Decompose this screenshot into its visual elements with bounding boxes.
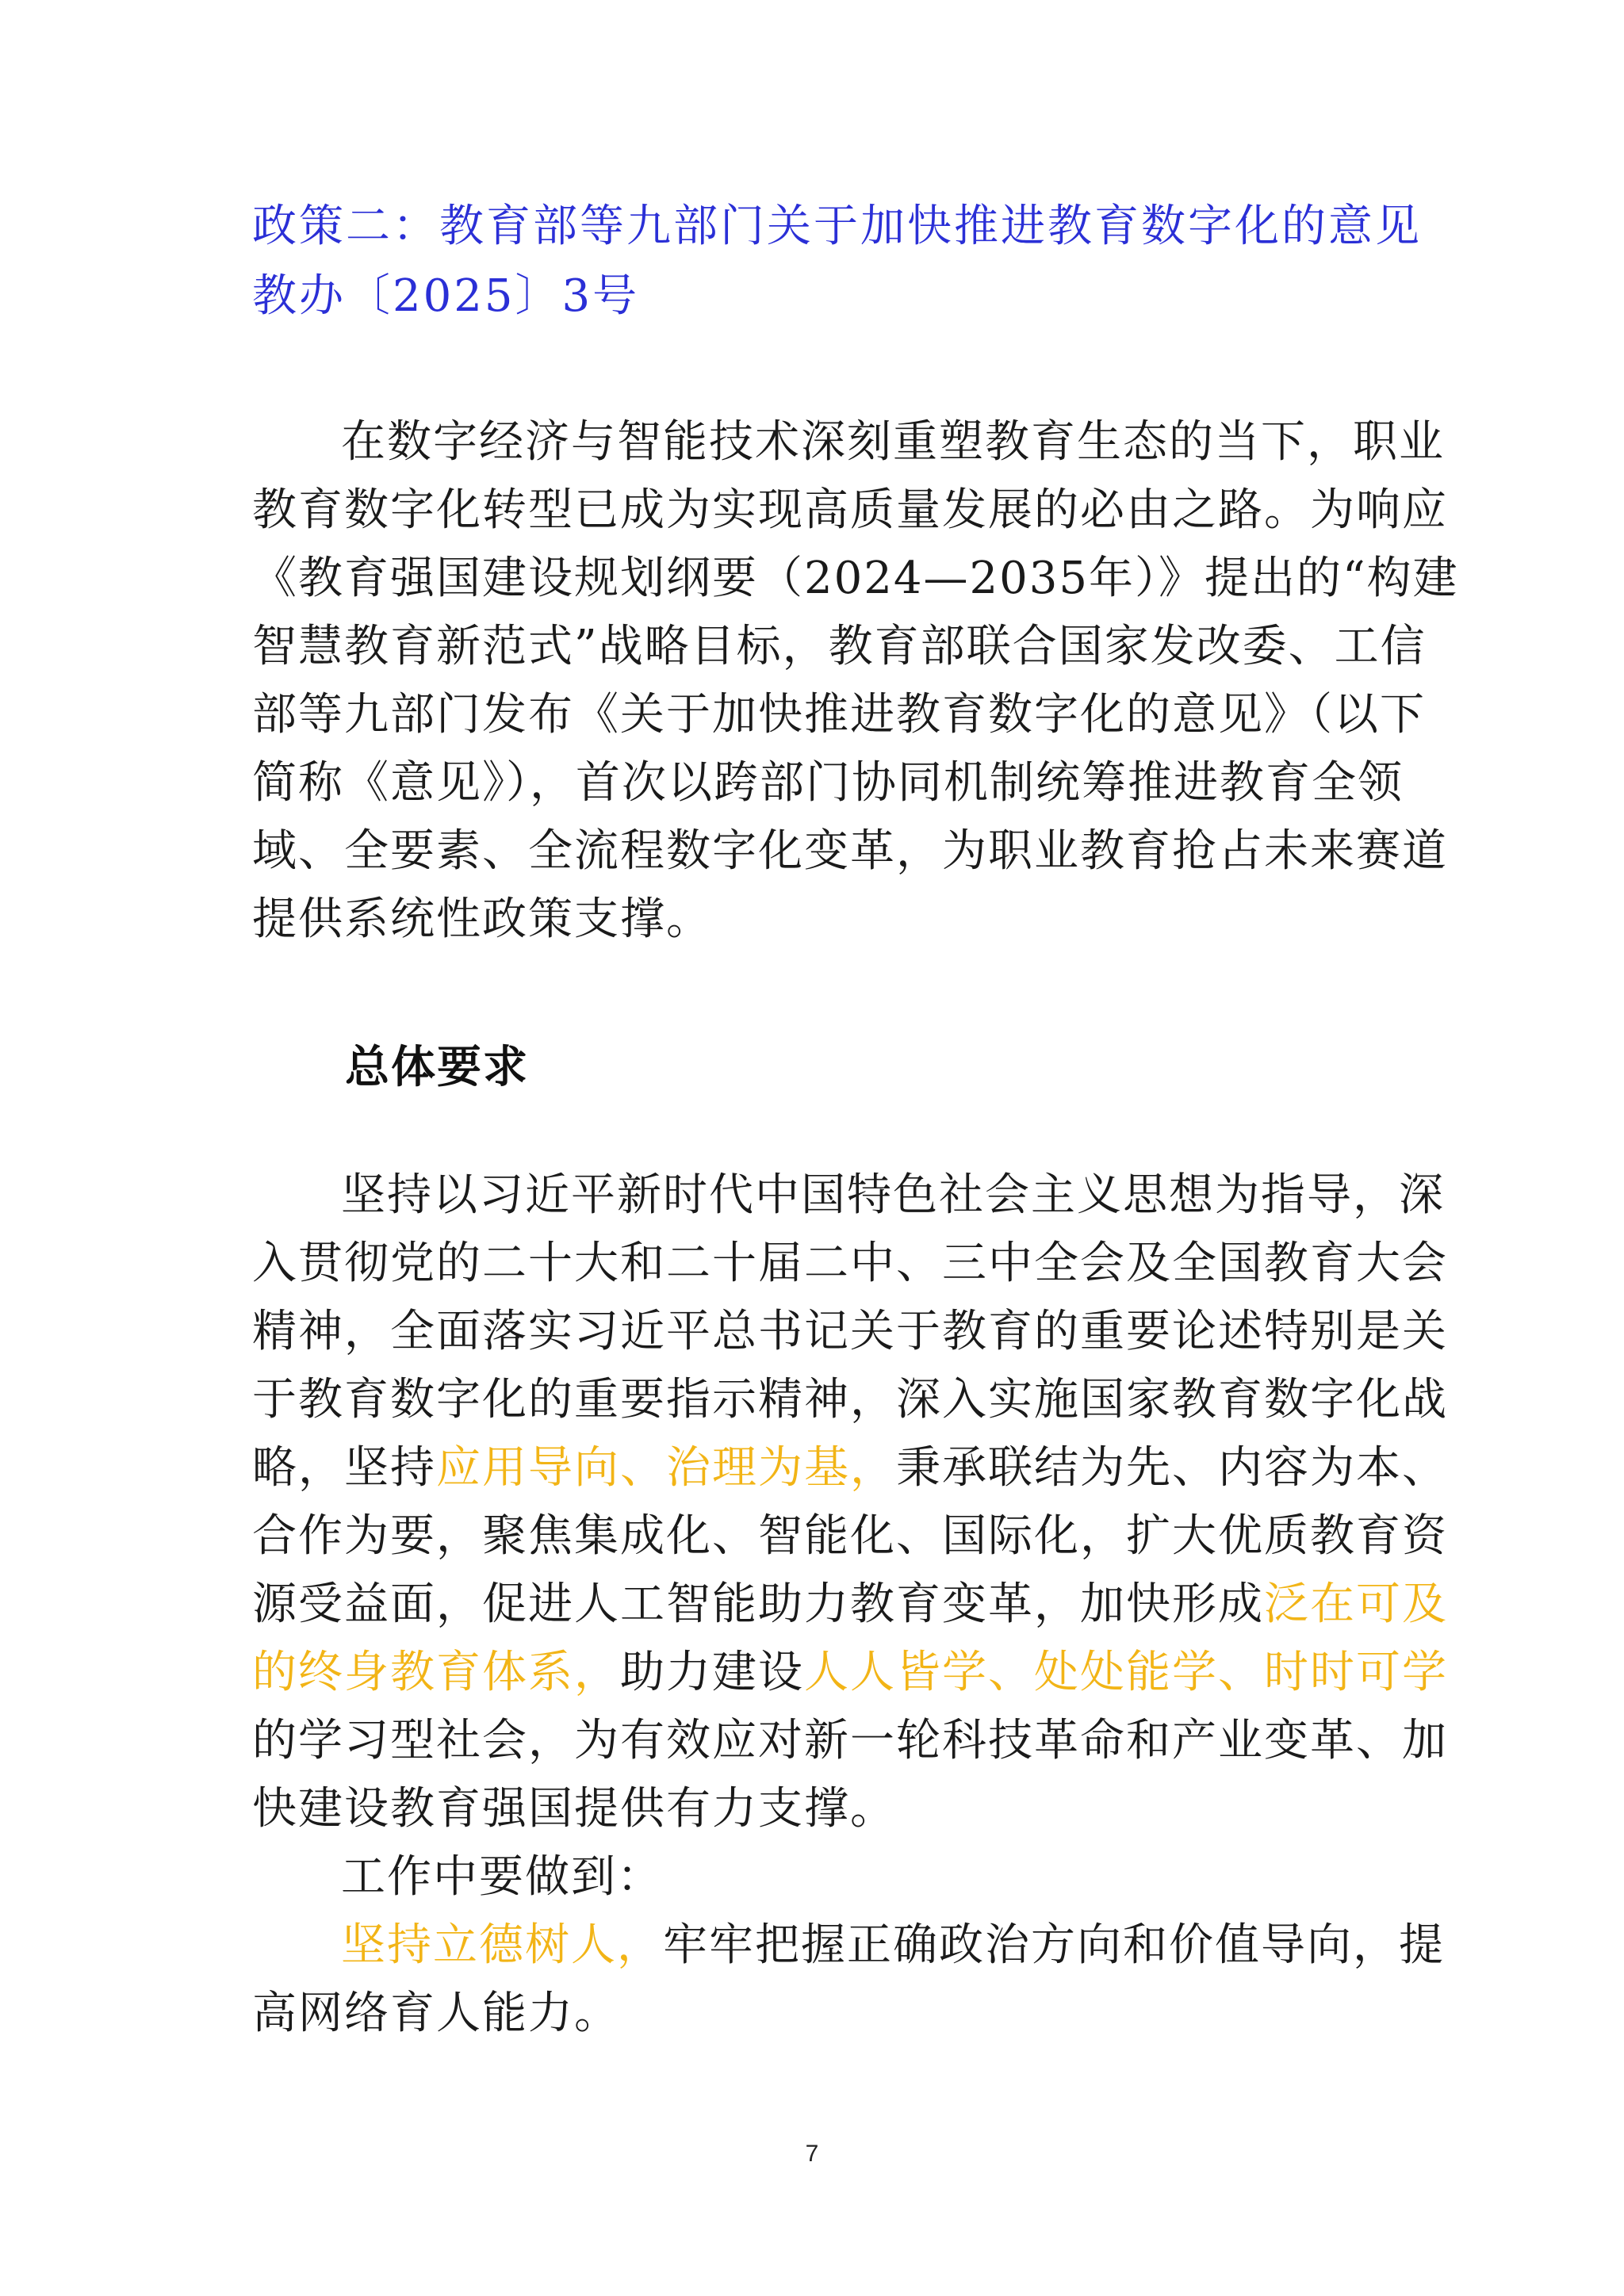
text-run: 助力建设	[620, 1647, 804, 1698]
page-number: 7	[805, 2141, 819, 2167]
text-line: 合作为要，聚焦集成化、智能化、国际化，扩大优质教育资	[252, 1510, 1448, 1562]
principle-line	[252, 1919, 1445, 1992]
policy-title-line-2: 教办〔2025〕3号	[252, 270, 640, 322]
text-line: 部等九部门发布《关于加快推进教育数字化的意见》（以下	[252, 689, 1426, 740]
text-line: 坚持以习近平新时代中国特色社会主义思想为指导，深	[341, 1169, 1445, 1221]
highlight-text: 的终身教育体系，	[252, 1647, 620, 1698]
text-line	[252, 1578, 1448, 1651]
text-run: 源受益面，促进人工智能助力教育变革，加快形成	[252, 1578, 1264, 1630]
text-line	[252, 1647, 1448, 1719]
text-line: 域、全要素、全流程数字化变革，为职业教育抢占未来赛道	[252, 825, 1448, 877]
highlight-text: 应用导向、治理为基，	[436, 1442, 896, 1494]
highlight-text: 泛在可及	[1264, 1578, 1448, 1630]
requirements-paragraph	[252, 1169, 1448, 2060]
text-line: 快建设教育强国提供有力支撑。	[252, 1783, 896, 1835]
intro-paragraph	[252, 416, 1459, 966]
text-line: 入贯彻党的二十大和二十届二中、三中全会及全国教育大会	[252, 1238, 1448, 1289]
policy-title	[252, 201, 1422, 344]
text-line: 于教育数字化的重要指示精神，深入实施国家教育数字化战	[252, 1374, 1448, 1425]
text-run: 略，坚持	[252, 1442, 436, 1494]
section-heading: 总体要求	[345, 1042, 529, 1093]
text-line	[252, 1442, 1448, 1514]
text-line: 《教育强国建设规划纲要（2024—2035年）》提出的“构建	[252, 553, 1459, 604]
text-line: 精神，全面落实习近平总书记关于教育的重要论述特别是关	[252, 1306, 1448, 1357]
text-line: 智慧教育新范式”战略目标，教育部联合国家发改委、工信	[252, 621, 1427, 672]
text-line: 在数字经济与智能技术深刻重塑教育生态的当下，职业	[341, 416, 1445, 468]
policy-title-line-1: 政策二：教育部等九部门关于加快推进教育数字化的意见	[252, 201, 1422, 252]
text-line: 的学习型社会，为有效应对新一轮科技革命和产业变革、加	[252, 1715, 1448, 1766]
text-line: 教育数字化转型已成为实现高质量发展的必由之路。为响应	[252, 484, 1448, 536]
text-run: 秉承联结为先、内容为本、	[896, 1442, 1448, 1494]
highlight-text: 人人皆学、处处能学、时时可学	[804, 1647, 1448, 1698]
work-intro: 工作中要做到：	[341, 1851, 663, 1903]
text-line: 高网络育人能力。	[252, 1988, 620, 2039]
text-line: 提供系统性政策支撑。	[252, 894, 712, 945]
text-run: 牢牢把握正确政治方向和价值导向，提	[663, 1919, 1445, 1971]
text-line: 简称《意见》），首次以跨部门协同机制统筹推进教育全领	[252, 757, 1404, 809]
highlight-text: 坚持立德树人，	[341, 1919, 663, 1971]
